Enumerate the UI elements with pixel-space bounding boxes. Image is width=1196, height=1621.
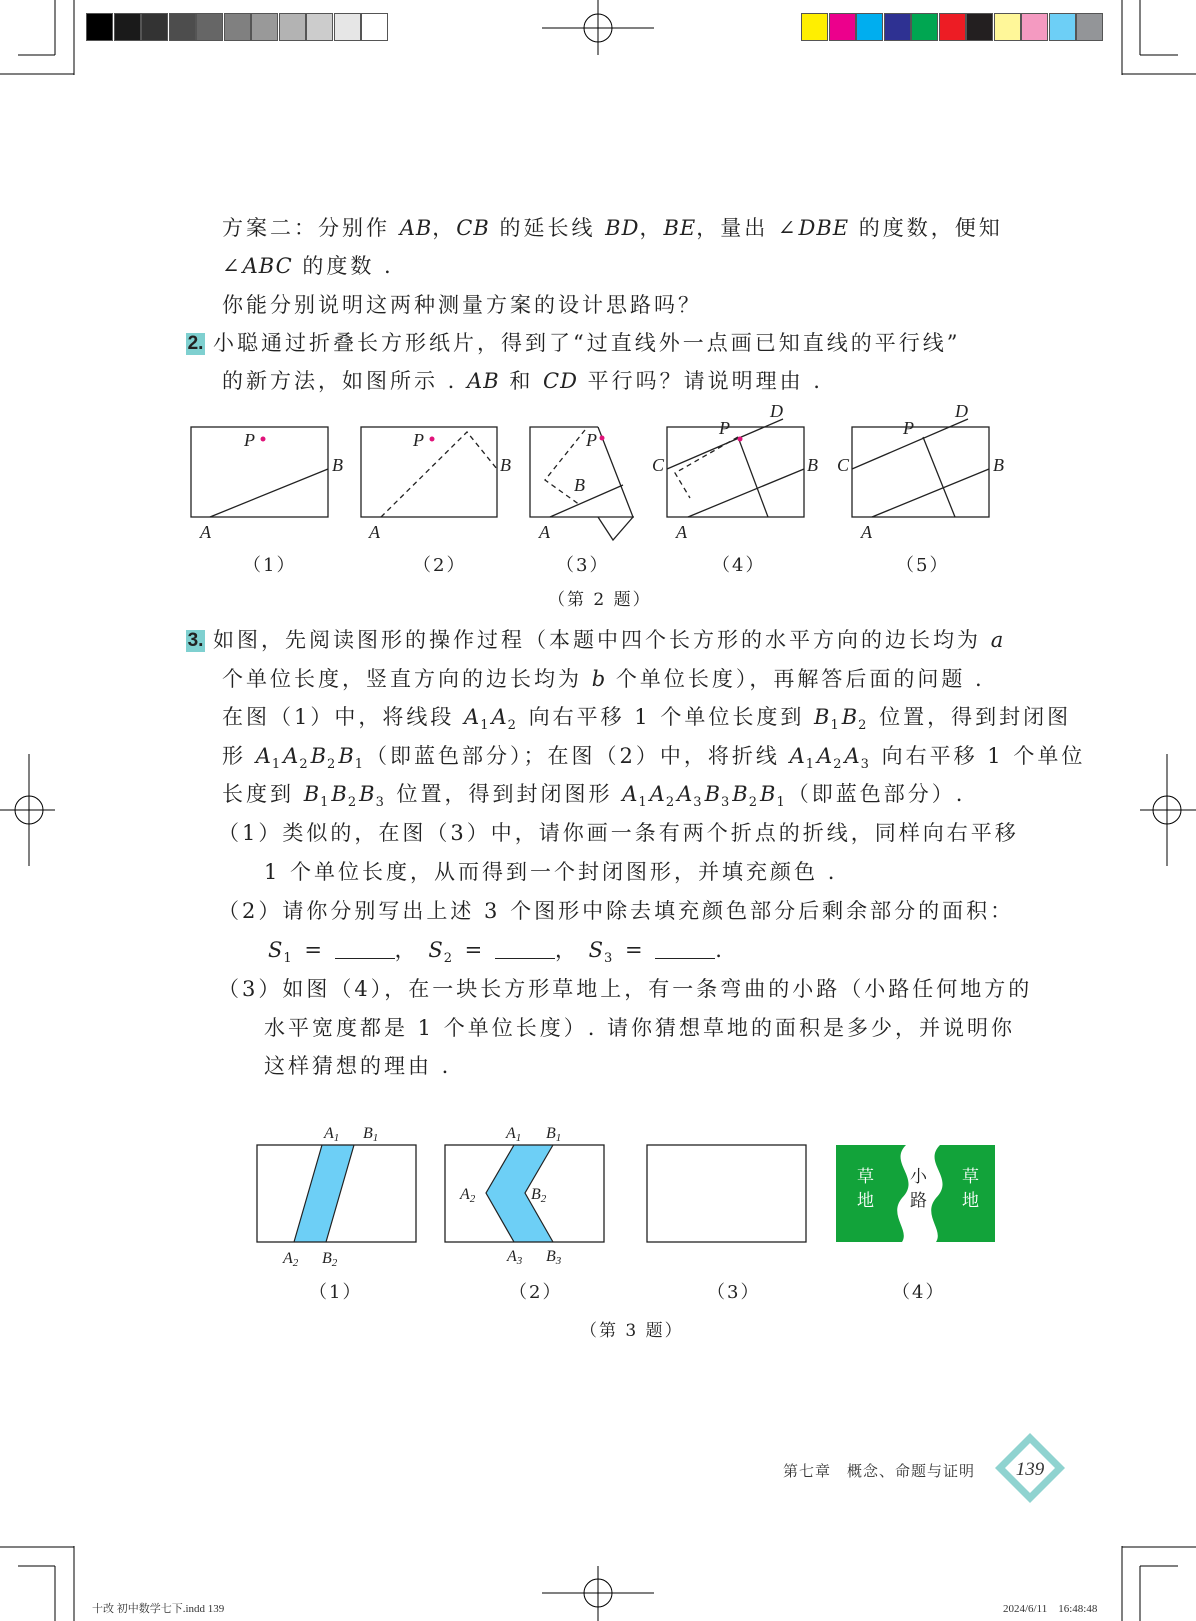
q3-line4: 形 $A_1A_2B_2B_1$（即蓝色部分）；在图（2）中，将折线 $A_1A_2A_3$ 向右平移 1 个单位	[222, 744, 1086, 773]
fig1-label-A: A	[200, 522, 211, 542]
fig4-label-C: C	[652, 455, 665, 475]
fig4-grass-label-left-2: 地	[857, 1191, 874, 1210]
fig2-label-B: B	[500, 455, 511, 475]
s3-blank[interactable]	[655, 938, 715, 959]
fig4-grass-label-right-1: 草	[962, 1167, 979, 1186]
q2-figures	[0, 405, 1196, 545]
print-date: 2024/6/11 16:48:48	[1003, 1603, 1098, 1615]
s2-blank[interactable]	[495, 938, 555, 959]
q2-fig3-caption: （3）	[556, 555, 610, 576]
q3-line1: 3. 如图，先阅读图形的操作过程（本题中四个长方形的水平方向的边长均为 a	[187, 628, 1005, 652]
fig5-label-P: P	[903, 418, 914, 438]
para1-line1: 方案二：分别作 AB，CB 的延长线 BD，BE，量出 ∠DBE 的度数，便知	[222, 216, 1003, 240]
q3-fig1-caption: （1）	[309, 1282, 363, 1303]
fig3-label-P: P	[586, 430, 597, 450]
q3-fig2-caption: （2）	[509, 1282, 563, 1303]
q2-line1: 2. 小聪通过折叠长方形纸片，得到了“过直线外一点画已知直线的平行线”	[187, 331, 961, 355]
fig4-label-P: P	[719, 418, 730, 438]
fig4-label-B: B	[807, 455, 818, 475]
q3-sub1-line1: （1）类似的，在图（3）中，请你画一条有两个折点的折线，同样向右平移	[218, 821, 1019, 845]
fig1-label-B: B	[332, 455, 343, 475]
page-number-badge	[993, 1431, 1067, 1505]
q2-fig4-caption: （4）	[712, 555, 766, 576]
svg-text:A3: A3	[507, 1248, 523, 1267]
fig4-grass-label-right-2: 地	[962, 1191, 979, 1210]
fig1-translated-region	[294, 1145, 354, 1242]
fig4-road-label-1: 小	[910, 1167, 927, 1186]
q2-fig2-caption: （2）	[413, 555, 467, 576]
q3-number: 3.	[187, 630, 204, 651]
q3-line2: 个单位长度，竖直方向的边长均为 b 个单位长度），再解答后面的问题 .	[222, 667, 985, 691]
q3-line3: 在图（1）中，将线段 $A_1A_2$ 向右平移 1 个单位长度到 $B_1B_2$ 位置，得到封闭图	[222, 705, 1072, 734]
print-file-info: 十改 初中数学七下.indd 139	[92, 1603, 225, 1615]
q3-figures	[0, 1118, 1196, 1268]
fig4-label-D: D	[770, 405, 783, 421]
para1-line3: 你能分别说明这两种测量方案的设计思路吗？	[222, 293, 702, 317]
svg-text:A2: A2	[283, 1250, 299, 1268]
fig3-label-A: A	[539, 522, 550, 542]
q3-sub2-answers: $S_1$ = ， $S_2$ = ， $S_3$ = .	[268, 938, 725, 967]
fig4-grass-label-left-1: 草	[857, 1167, 874, 1186]
q3-fig4-caption: （4）	[892, 1282, 946, 1303]
q3-sub3-line1: （3）如图（4），在一块长方形草地上，有一条弯曲的小路（小路任何地方的	[218, 977, 1033, 1001]
fig5-label-A: A	[861, 522, 872, 542]
fig3-label-B: B	[574, 475, 585, 495]
svg-text:B3: B3	[546, 1248, 562, 1267]
q2-fig1-caption: （1）	[243, 555, 297, 576]
svg-text:B1: B1	[546, 1125, 562, 1144]
fig4-road-label-2: 路	[910, 1191, 927, 1210]
q2-line2: 的新方法，如图所示 . AB 和 CD 平行吗？请说明理由 .	[222, 369, 823, 393]
para1-line2: ∠ABC 的度数 .	[222, 254, 394, 278]
q2-number: 2.	[187, 333, 204, 354]
fig1-label-P: P	[244, 430, 255, 450]
q3-sub3-line3: 这样猜想的理由 .	[264, 1054, 452, 1078]
q3-caption: （第 3 题）	[580, 1321, 684, 1341]
fig2-label-P: P	[413, 430, 424, 450]
svg-text:A2: A2	[460, 1186, 476, 1205]
svg-text:A1: A1	[324, 1125, 340, 1144]
q3-sub3-line2: 水平宽度都是 1 个单位长度）. 请你猜想草地的面积是多少，并说明你	[264, 1016, 1016, 1040]
q2-fig5-caption: （5）	[896, 555, 950, 576]
q3-fig3-caption: （3）	[707, 1282, 761, 1303]
svg-text:B2: B2	[322, 1250, 338, 1268]
q3-sub1-line2: 1 个单位长度，从而得到一个封闭图形，并填充颜色 .	[264, 860, 838, 884]
q3-sub2-line1: （2）请你分别写出上述 3 个图形中除去填充颜色部分后剩余部分的面积：	[218, 899, 1015, 923]
svg-text:B1: B1	[363, 1125, 379, 1144]
fig5-label-B: B	[993, 455, 1004, 475]
svg-text:B2: B2	[531, 1186, 547, 1205]
s1-blank[interactable]	[335, 938, 395, 959]
fig5-label-D: D	[955, 405, 968, 421]
fig2-label-A: A	[369, 522, 380, 542]
fig4-label-A: A	[676, 522, 687, 542]
fig3-empty-rectangle	[647, 1145, 806, 1242]
page-number: 139	[1015, 1459, 1045, 1480]
fig5-label-C: C	[837, 455, 850, 475]
q3-line5: 长度到 $B_1B_2B_3$ 位置，得到封闭图形 $A_1A_2A_3B_3B_2B_1$（即蓝色部分）.	[222, 782, 966, 811]
q2-caption: （第 2 题）	[548, 590, 652, 610]
chapter-title: 第七章 概念、命题与证明	[783, 1463, 976, 1480]
svg-text:A1: A1	[506, 1125, 522, 1144]
